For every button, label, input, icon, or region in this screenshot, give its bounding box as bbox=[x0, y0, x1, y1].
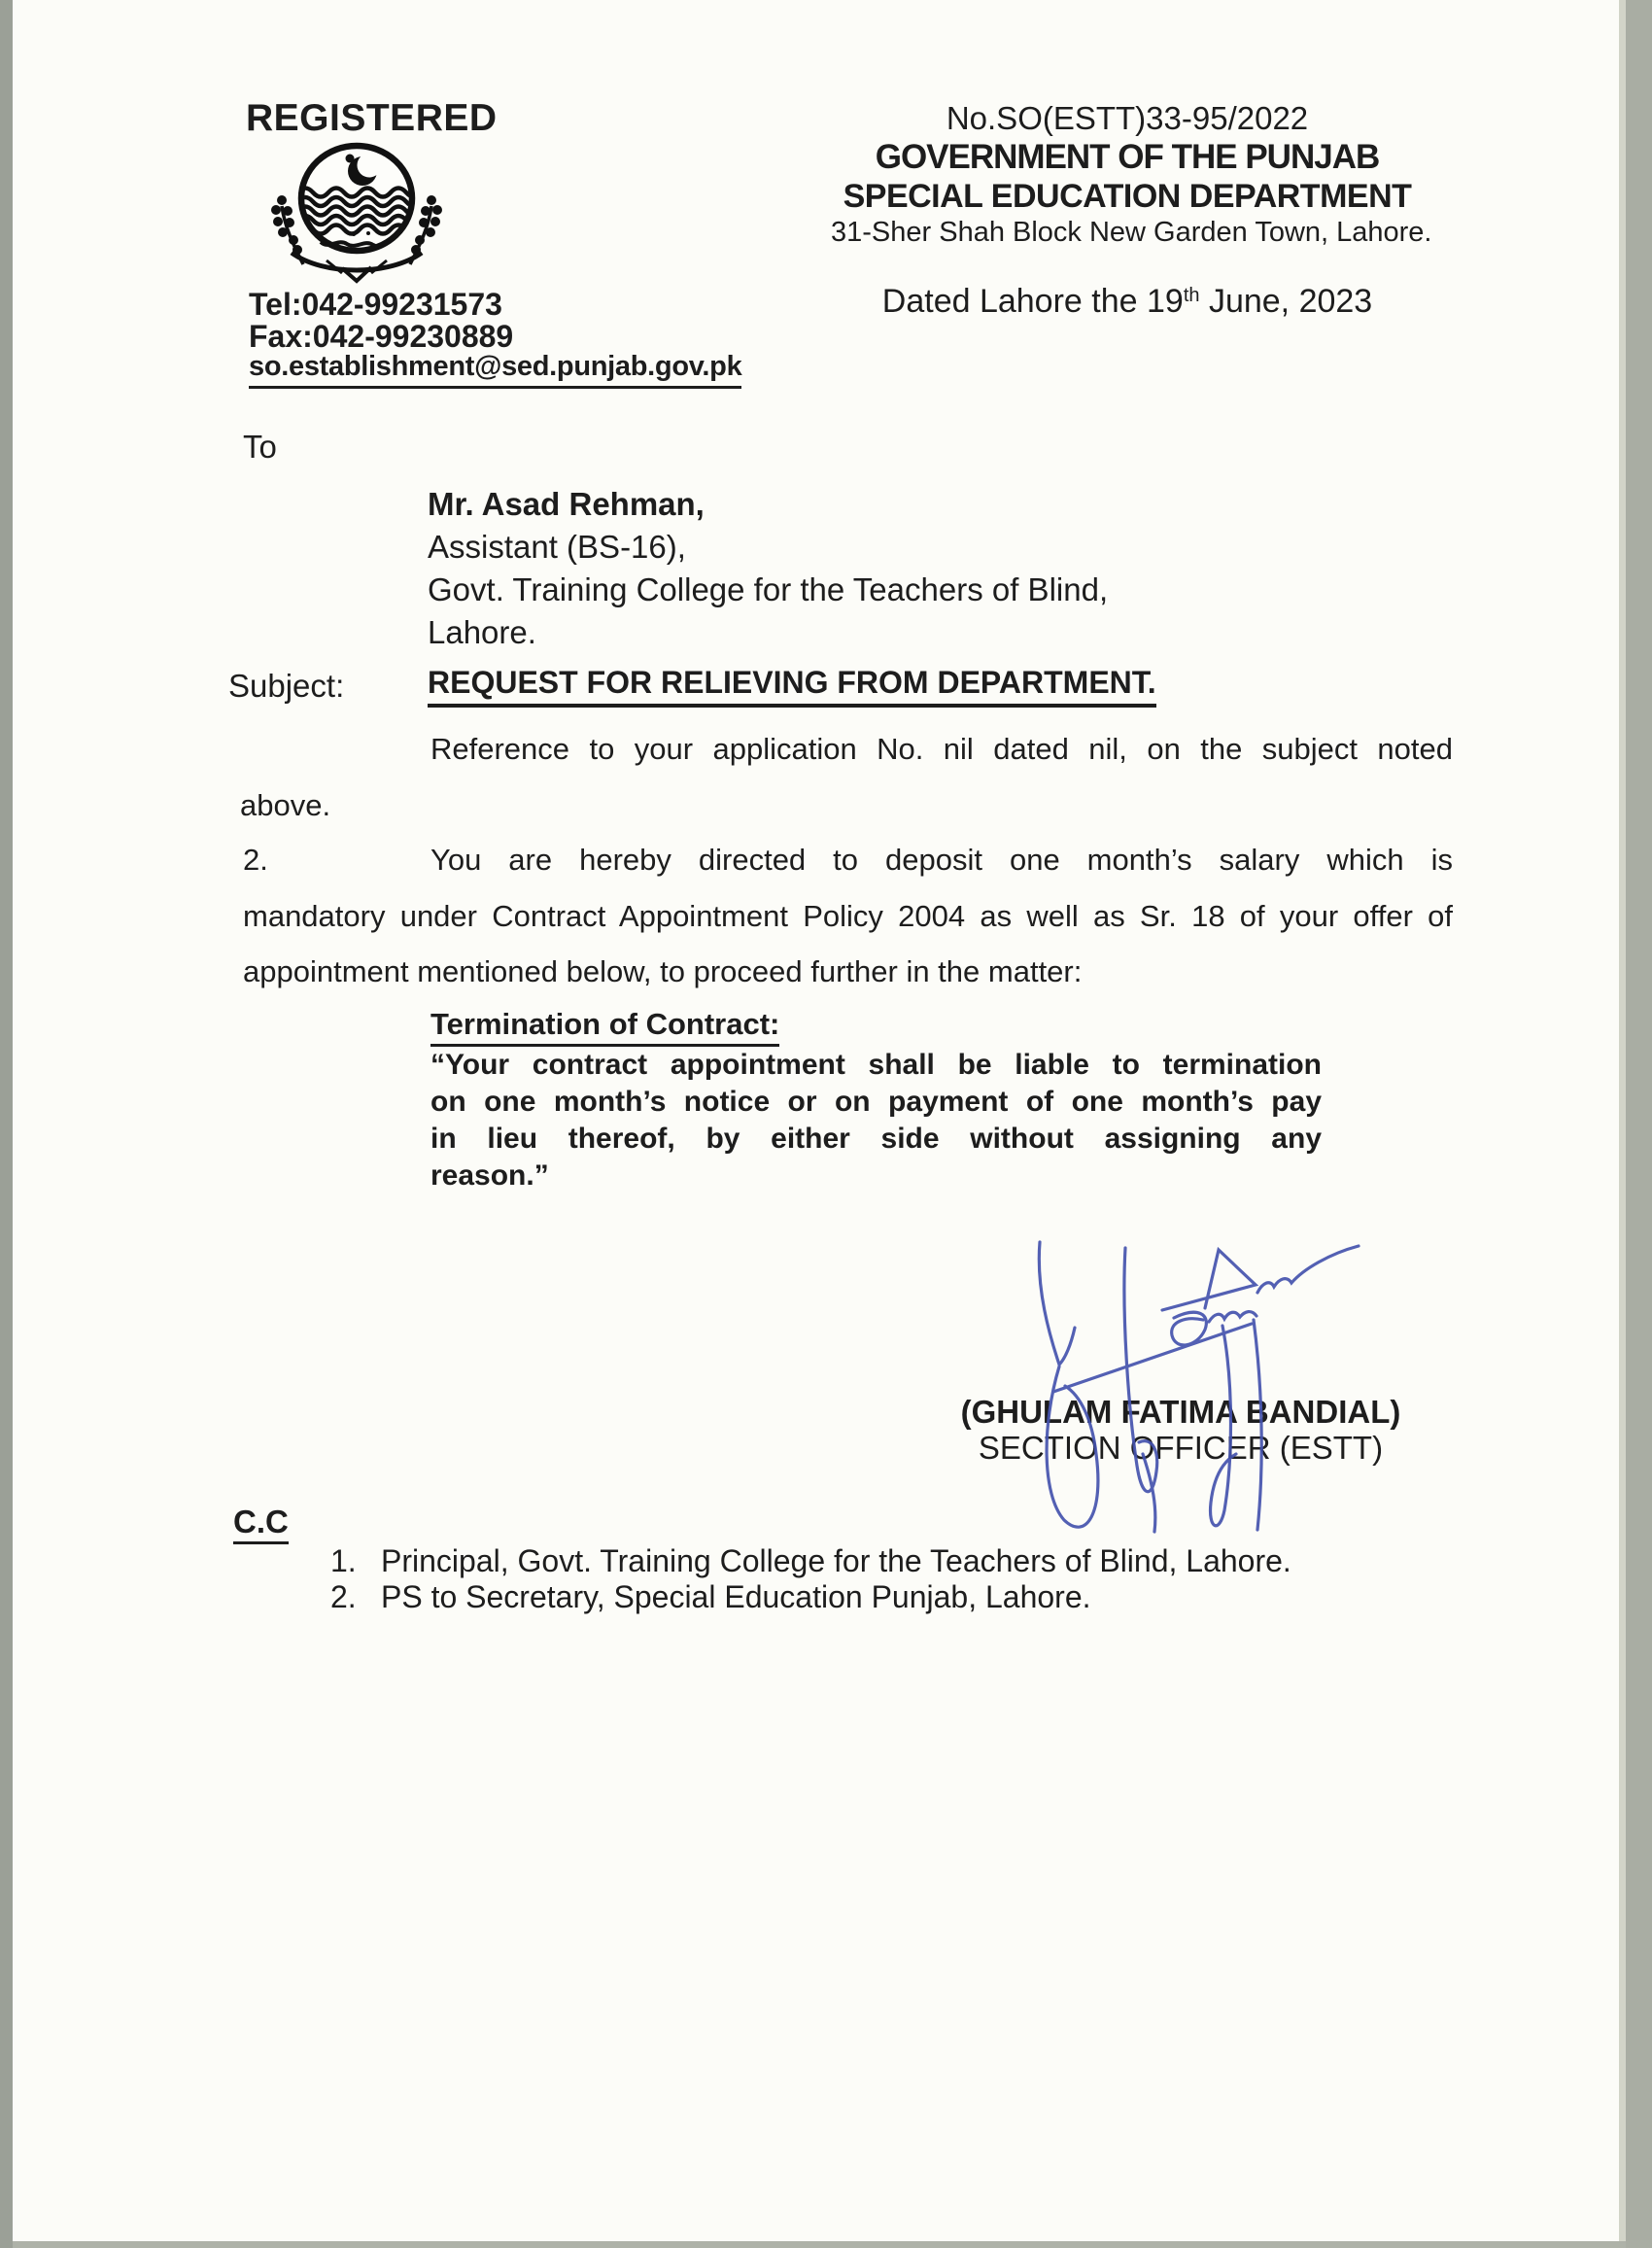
addressee-city: Lahore. bbox=[428, 614, 536, 650]
scan-edge-right-inner bbox=[1619, 0, 1626, 2248]
addressee-name: Mr. Asad Rehman, bbox=[428, 486, 705, 522]
government-title: GOVERNMENT OF THE PUNJAB bbox=[875, 138, 1380, 176]
termination-line2: on one month’s notice or on payment of one month’s pay bbox=[430, 1086, 1322, 1118]
cc-item-2-text: PS to Secretary, Special Education Punjab, Lahore. bbox=[381, 1579, 1091, 1614]
termination-line4: reason.” bbox=[430, 1159, 549, 1192]
cc-item-1-text: Principal, Govt. Training College for the Teachers of Blind, Lahore. bbox=[381, 1543, 1291, 1578]
to-label: To bbox=[243, 429, 277, 465]
cc-item-1-number: 1. bbox=[330, 1543, 357, 1578]
date-line bbox=[831, 283, 1424, 321]
wheat-left bbox=[272, 196, 304, 265]
fax-line: Fax:042-99230889 bbox=[249, 319, 514, 354]
punjab-government-emblem bbox=[270, 138, 450, 284]
termination-line3: in lieu thereof, by either side without assigning any bbox=[430, 1123, 1322, 1155]
para2-line1: You are hereby directed to deposit one month’s salary which is bbox=[430, 843, 1453, 877]
signature-ink bbox=[972, 1221, 1380, 1551]
signatory-title: SECTION OFFICER (ESTT) bbox=[978, 1430, 1384, 1466]
signatory-name: (GHULAM FATIMA BANDIAL) bbox=[960, 1394, 1401, 1430]
para2-line2: mandatory under Contract Appointment Policy 2004 as well as Sr. 18 of your offer of bbox=[243, 899, 1453, 933]
para1-line2: above. bbox=[240, 788, 331, 822]
para2-line3: appointment mentioned below, to proceed further in the matter: bbox=[243, 954, 1083, 988]
scan-edge-bottom bbox=[13, 2241, 1626, 2248]
cc-label: C.C bbox=[233, 1504, 289, 1544]
scan-edge-left bbox=[0, 0, 13, 2248]
scan-edge-right bbox=[1626, 0, 1652, 2248]
addressee-designation: Assistant (BS-16), bbox=[428, 529, 686, 565]
date-suffix: June, 2023 bbox=[1199, 283, 1373, 320]
wheat-right bbox=[410, 196, 442, 265]
department-address: 31-Sher Shah Block New Garden Town, Lahore. bbox=[831, 217, 1432, 248]
addressee-institution: Govt. Training College for the Teachers of Blind, bbox=[428, 571, 1109, 607]
registered-label: REGISTERED bbox=[246, 97, 498, 139]
email-line: so.establishment@sed.punjab.gov.pk bbox=[249, 351, 741, 389]
tel-line: Tel:042-99231573 bbox=[249, 287, 502, 322]
termination-line1: “Your contract appointment shall be liable to termination bbox=[430, 1049, 1322, 1081]
reference-number: No.SO(ESTT)33-95/2022 bbox=[946, 100, 1309, 136]
date-prefix: Dated Lahore the 19 bbox=[881, 283, 1184, 320]
department-title: SPECIAL EDUCATION DEPARTMENT bbox=[843, 178, 1412, 215]
para2-number: 2. bbox=[243, 843, 268, 877]
termination-heading: Termination of Contract: bbox=[430, 1007, 779, 1047]
addressee-block bbox=[428, 483, 1108, 654]
subject-label: Subject: bbox=[228, 668, 345, 704]
date-ordinal-suffix: th bbox=[1183, 285, 1200, 306]
subject-title: REQUEST FOR RELIEVING FROM DEPARTMENT. bbox=[428, 665, 1156, 708]
para1-line1: Reference to your application No. nil dated nil, on the subject noted bbox=[430, 732, 1453, 766]
cc-item-2-number: 2. bbox=[330, 1579, 357, 1614]
